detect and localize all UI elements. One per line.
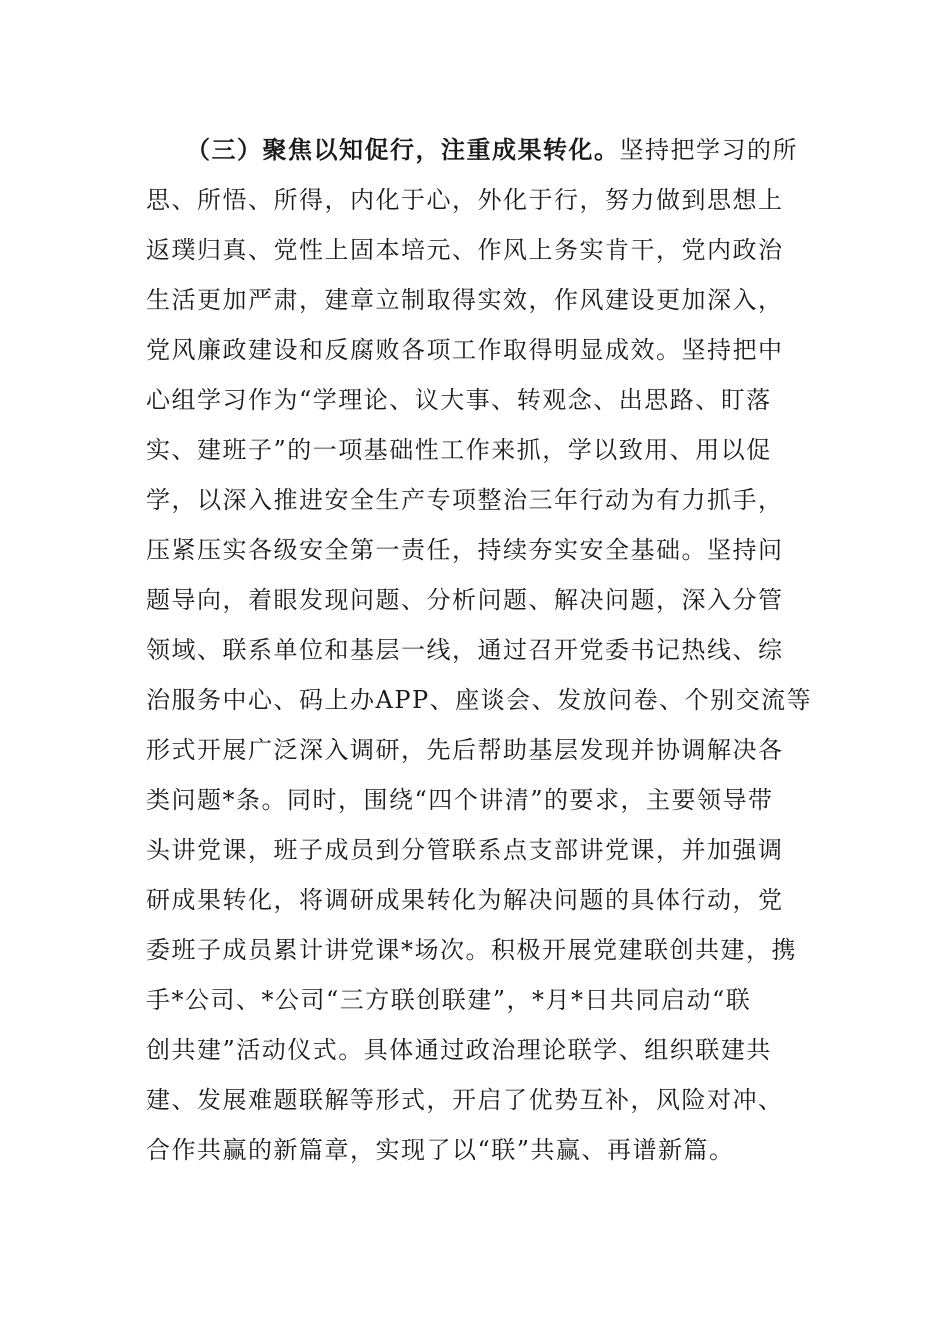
paragraph-line-4: 生活更加严肃，建章立制取得实效，作风建设更加深入， [146,286,784,314]
paragraph-line-16: 研成果转化，将调研成果转化为解决问题的具体行动，党 [146,886,784,914]
paragraph-line-5: 党风廉政建设和反腐败各项工作取得明显成效。坚持把中 [146,336,784,364]
paragraph-line-7: 实、建班子”的一项基础性工作来抓，学以致用、用以促 [146,436,772,464]
paragraph-text: 坚持把学习的所 [619,136,798,164]
paragraph-line-2: 思、所悟、所得，内化于心，外化于行，努力做到思想上 [146,186,784,214]
paragraph-line-8: 学，以深入推进安全生产专项整治三年行动为有力抓手， [146,486,784,514]
paragraph-line-10: 题导向，着眼发现问题、分析问题、解决问题，深入分管 [146,586,784,614]
paragraph-line-6: 心组学习作为“学理论、议大事、转观念、出思路、盯落 [146,386,772,414]
paragraph-line-21: 合作共赢的新篇章，实现了以“联”共赢、再谱新篇。 [146,1136,735,1164]
paragraph-line-18: 手*公司、*公司“三方联创联建”，*月*日共同启动“联 [146,986,752,1014]
paragraph-line-15: 头讲党课，班子成员到分管联系点支部讲党课，并加强调 [146,836,784,864]
paragraph-line-19: 创共建”活动仪式。具体通过政治理论联学、组织联建共 [146,1036,772,1064]
paragraph-line-1 [186,135,806,165]
paragraph-line-14: 类问题*条。同时，围绕“四个讲清”的要求，主要领导带 [146,786,774,814]
paragraph-line-11: 领域、联系单位和基层一线，通过召开党委书记热线、综 [146,636,784,664]
paragraph-line-17: 委班子成员累计讲党课*场次。积极开展党建联创共建，携 [146,936,797,964]
paragraph-line-9: 压紧压实各级安全第一责任，持续夯实安全基础。坚持问 [146,536,784,564]
paragraph-line-3: 返璞归真、党性上固本培元、作风上务实肯干，党内政治 [146,236,784,264]
paragraph-line-12: 治服务中心、码上办APP、座谈会、发放问卷、个别交流等 [146,686,813,714]
paragraph-line-13: 形式开展广泛深入调研，先后帮助基层发现并协调解决各 [146,736,784,764]
paragraph-line-20: 建、发展难题联解等形式，开启了优势互补，风险对冲、 [146,1086,784,1114]
section-heading: （三）聚焦以知促行，注重成果转化。 [186,135,620,164]
